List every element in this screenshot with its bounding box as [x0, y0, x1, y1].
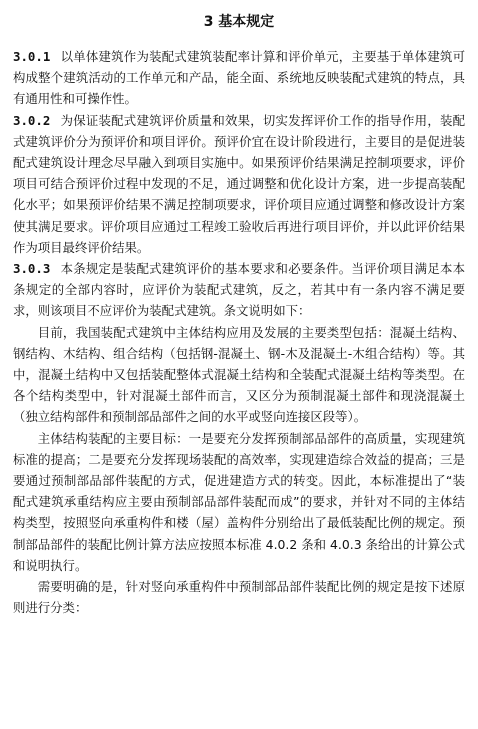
- clause-text: 以单体建筑作为装配式建筑装配率计算和评价单元，主要基于单体建筑可构成整个建筑活动的工作单元和产品，能全面、系统地反映装配式建筑的特点，具有通用性和可操作性。: [13, 49, 465, 107]
- explanation-paragraph: 主体结构装配的主要目标：一是要充分发挥预制部品部件的高质量，实现建筑标准的提高；二是要充分发挥现场装配的高效率，实现建造综合效益的提高；三是要通过预制部品部件装配的方式，促进建造方式的转变。因此，本标准提出了“装配式建筑承重结构应主要由预制部品部件装配而成”的要求，并针对不同的主体结构类型，按照竖向承重构件和楼（屋）盖构件分别给出了最低装配比例的规定。预制部品部件的装配比例计算方法应按照本标准 4.0.2 条和 4.0.3 条给出的计算公式和说明执行。: [13, 430, 465, 573]
- clause-number: 3.0.1: [13, 49, 51, 64]
- clause-number: 3.0.2: [13, 112, 51, 128]
- explanation-paragraph: 需要明确的是，针对竖向承重构件中预制部品部件装配比例的规定是按下述原则进行分类：: [13, 579, 465, 616]
- clause-3-0-1: [13, 46, 465, 110]
- clause-text: 本条规定是装配式建筑评价的基本要求和必要条件。当评价项目满足本本条规定的全部内容时，应评价为装配式建筑，反之，若其中有一条内容不满足要求，则该项目不应评价为装配式建筑。条文说明如下：: [13, 261, 465, 319]
- section-title: 3 基本规定: [203, 14, 275, 30]
- clause-3-0-3: [13, 258, 465, 322]
- clause-number: 3.0.3: [13, 261, 51, 277]
- clause-3-0-2: [13, 110, 465, 258]
- explanation-paragraph: 目前，我国装配式建筑中主体结构应用及发展的主要类型包括：混凝土结构、钢结构、木结构、组合结构（包括钢-混凝土、钢-木及混凝土-木组合结构）等。其中，混凝土结构中又包括装配整体式混凝土结构和全装配式混凝土结构等类型。在各个结构类型中，针对混凝土部件而言，又区分为预制混凝土部件和现浇混凝土（独立结构部件和预制部品部件之间的水平或竖向连接区段等）。: [13, 324, 465, 425]
- clause-text: 为保证装配式建筑评价质量和效果，切实发挥评价工作的指导作用，装配式建筑评价分为预评价和项目评价。预评价宜在设计阶段进行，主要目的是促进装配式建筑设计理念尽早融入到项目实施中。如果预评价结果满足控制项要求，评价项目可结合预评价过程中发现的不足，通过调整和优化设计方案，进一步提高装配化水平；如果预评价结果不满足控制项要求，评价项目应通过调整和修改设计方案使其满足要求。评价项目应通过工程竣工验收后再进行项目评价，并以此评价结果作为项目最终评价结果。: [13, 112, 465, 255]
